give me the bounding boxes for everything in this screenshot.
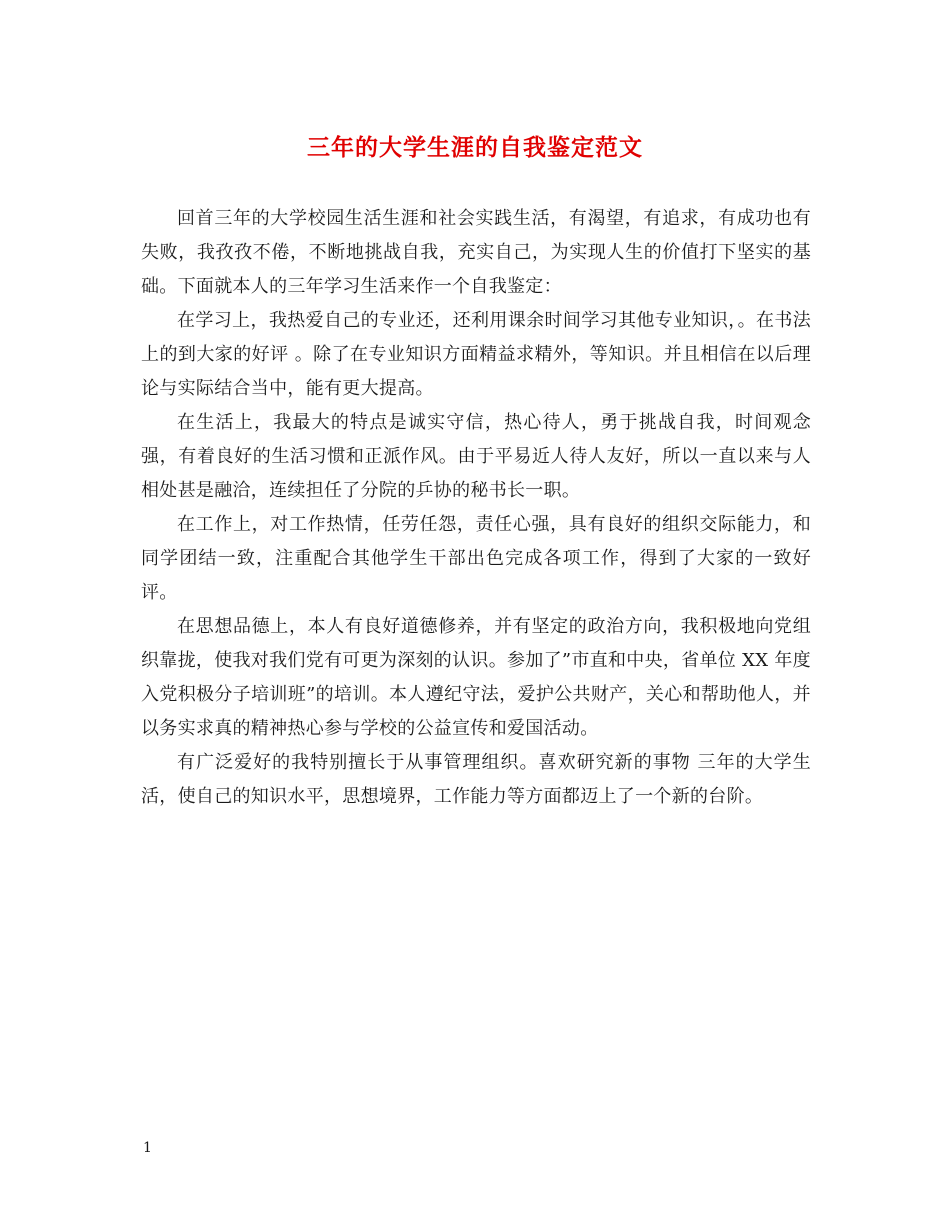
paragraph-conclusion: 有广泛爱好的我特别擅长于从事管理组织。喜欢研究新的事物 三年的大学生活，使自己的知识水平，思想境界，工作能力等方面都迈上了一个新的台阶。 — [141, 752, 811, 807]
paragraph-study: 在学习上，我热爱自己的专业还，还利用课余时间学习其他专业知识，。在书法上的到大家的好评 。除了在专业知识方面精益求精外，等知识。并且相信在以后理论与实际结合当中，能有更大提高。 — [141, 310, 811, 399]
page-number: 1 — [143, 1140, 152, 1156]
paragraph-life: 在生活上，我最大的特点是诚实守信，热心待人，勇于挑战自我，时间观念强，有着良好的生活习惯和正派作风。由于平易近人待人友好，所以一直以来与人相处甚是融洽，连续担任了分院的乒协的秘书长一职。 — [141, 412, 811, 501]
paragraph-morality: 在思想品德上，本人有良好道德修养，并有坚定的政治方向，我积极地向党组织靠拢，使我对我们党有可更为深刻的认识。参加了”市直和中央，省单位 XX 年度入党积极分子培训班”的培训。本人遵纪守法，爱护公共财产，关心和帮助他人，并以务实求真的精神热心参与学校的公益宣传和爱国活动。 — [141, 616, 811, 739]
document-body — [141, 202, 811, 814]
paragraph-intro: 回首三年的大学校园生活生涯和社会实践生活，有渴望，有追求，有成功也有失败，我孜孜不倦，不断地挑战自我，充实自己，为实现人生的价值打下坚实的基础。下面就本人的三年学习生活来作一个自我鉴定： — [141, 208, 811, 297]
document-title: 三年的大学生涯的自我鉴定范文 — [307, 135, 643, 161]
paragraph-work: 在工作上，对工作热情，任劳任怨，责任心强，具有良好的组织交际能力，和同学团结一致，注重配合其他学生干部出色完成各项工作，得到了大家的一致好评。 — [141, 514, 811, 603]
